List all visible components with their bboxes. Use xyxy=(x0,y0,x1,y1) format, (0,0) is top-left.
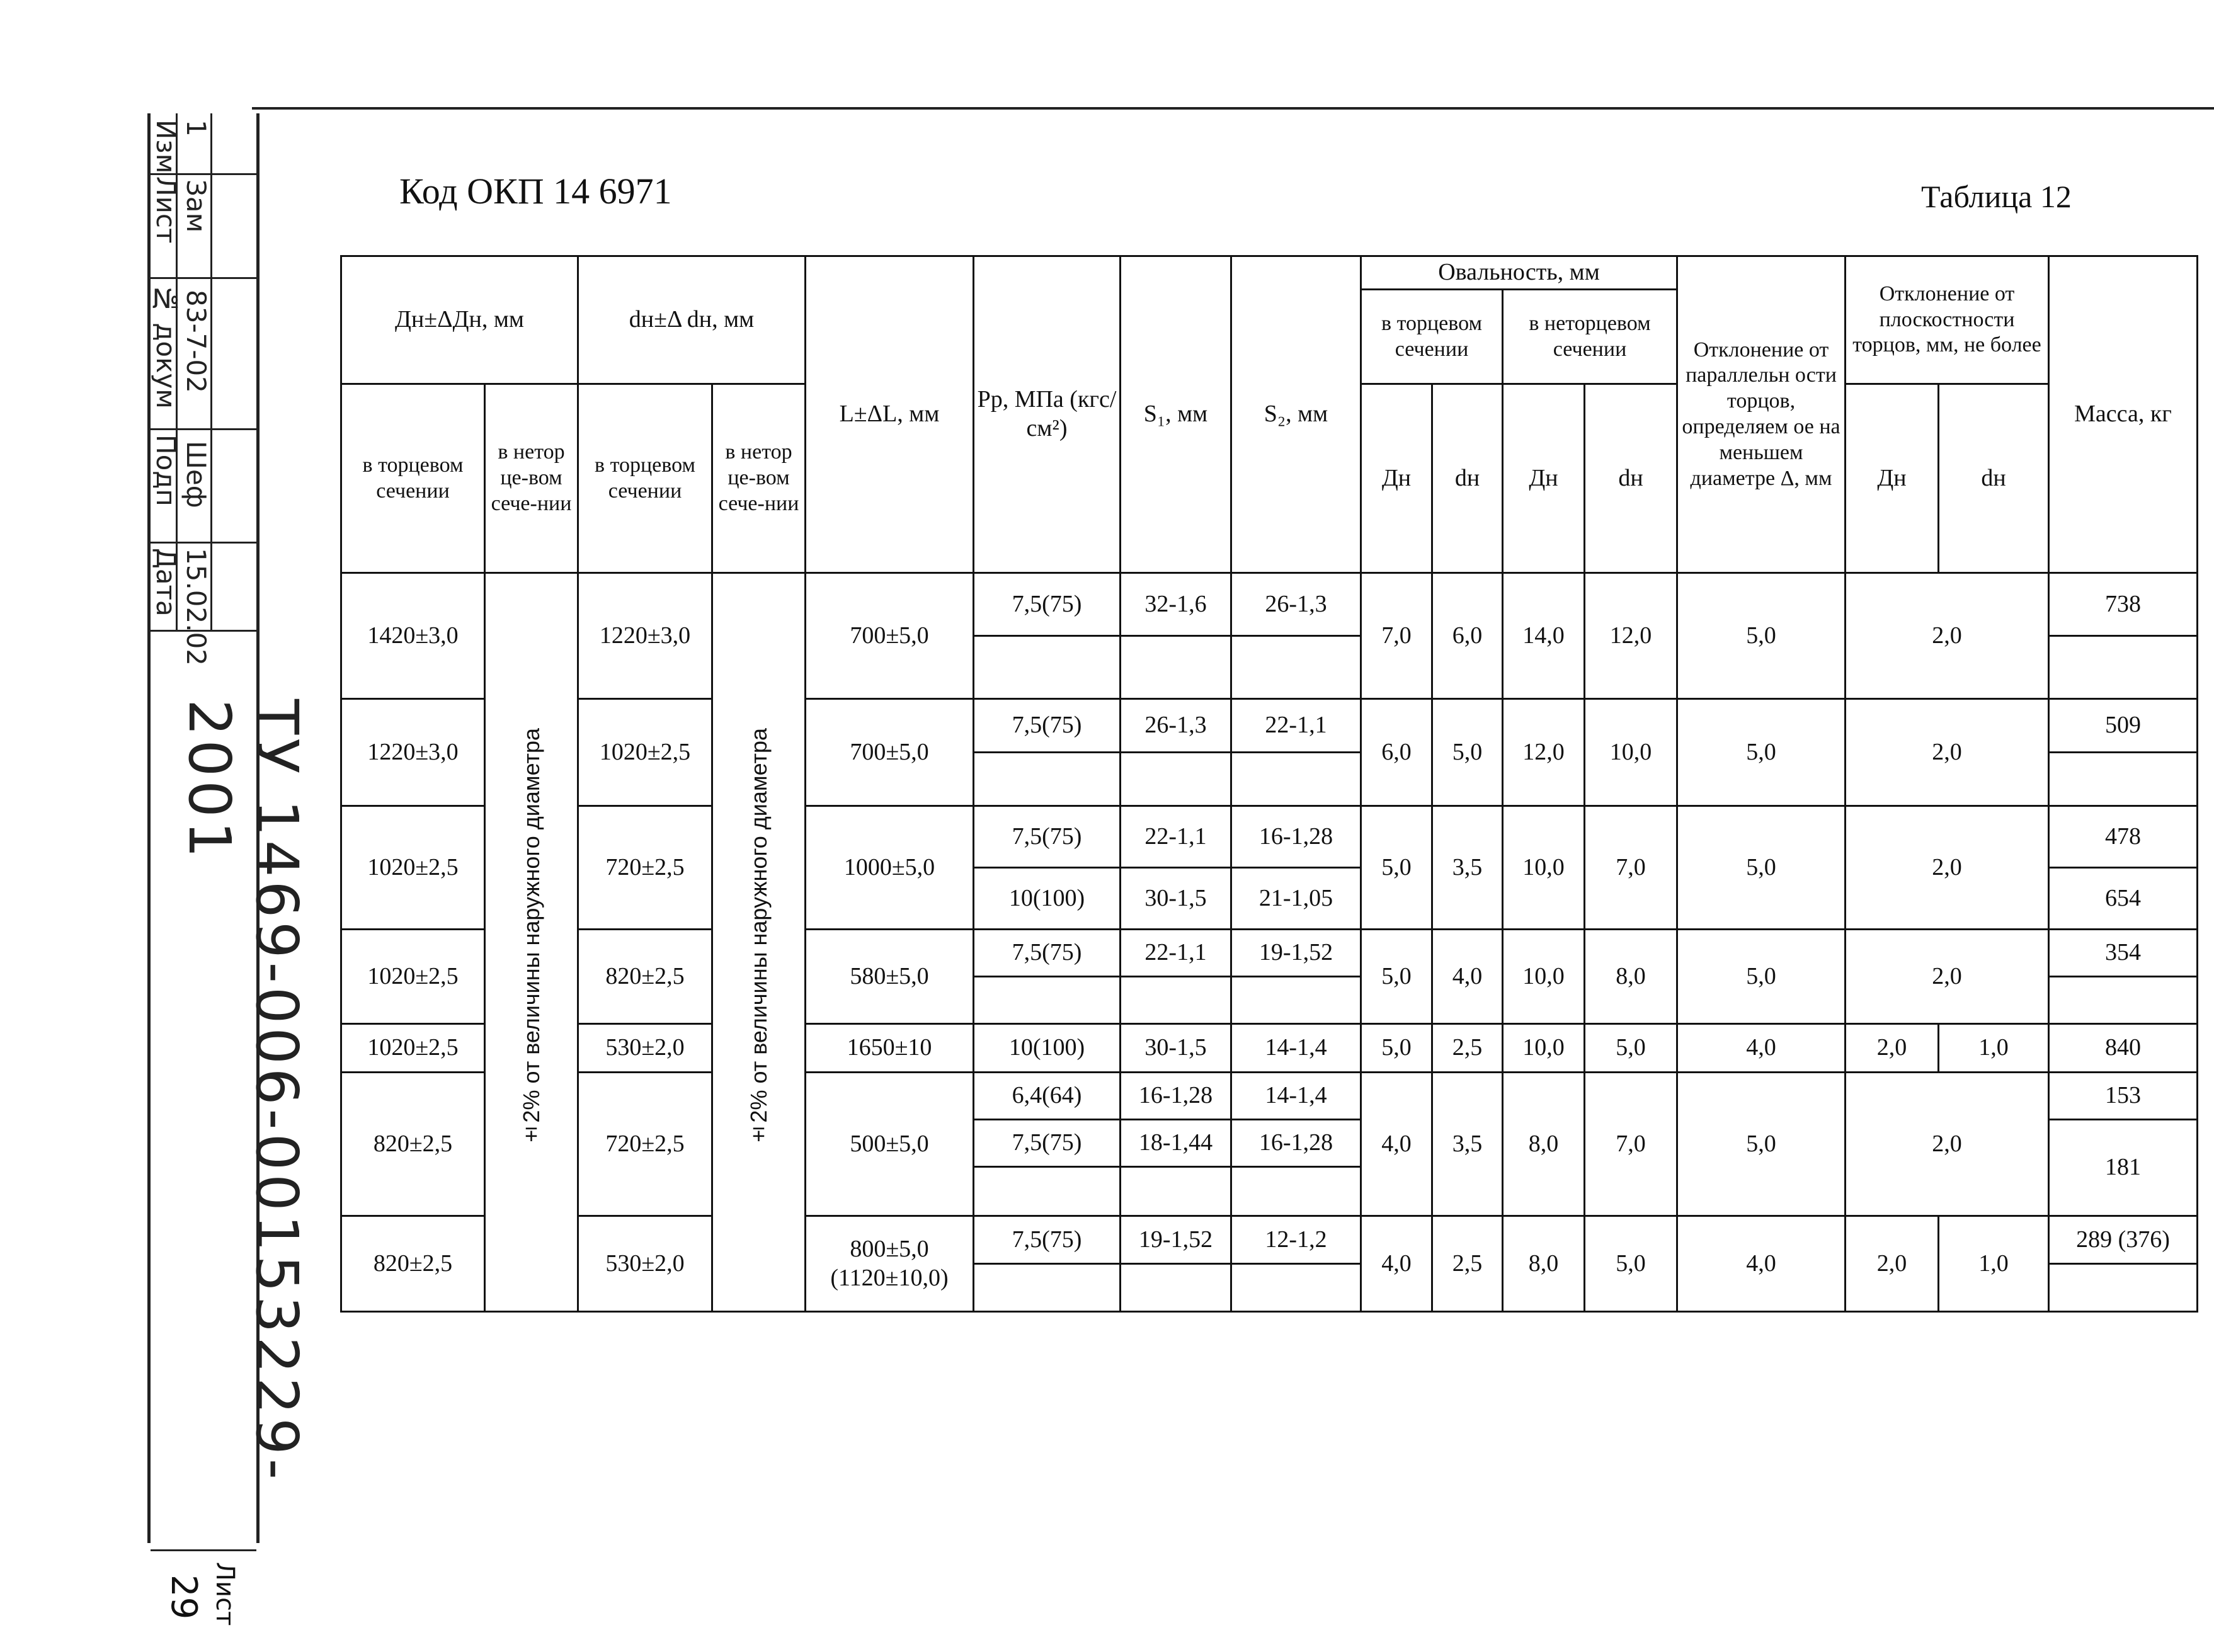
binding-margin xyxy=(147,113,311,1626)
header-flatness: Отклонение от плоскостности торцов, мм, не более xyxy=(1846,256,2049,384)
cell-ovTD: 5,0 xyxy=(1361,1024,1432,1073)
cell-s1: 18-1,44 xyxy=(1121,1120,1231,1167)
cell-par: 5,0 xyxy=(1677,930,1846,1024)
cell-s2: 21-1,05 xyxy=(1231,868,1361,930)
cell-mass: 289 (376) xyxy=(2049,1216,2198,1264)
cell-flat: 2,0 xyxy=(1846,930,2049,1024)
cell-ovNd: 7,0 xyxy=(1585,1073,1677,1216)
sheet-label: Лист xyxy=(210,1562,239,1626)
stamp-doc-value: 83-7-02 xyxy=(181,290,212,393)
cell-flat: 2,0 xyxy=(1846,699,2049,806)
cell-s2: 14-1,4 xyxy=(1231,1073,1361,1120)
cell-dn: 1020±2,5 xyxy=(578,699,712,806)
cell-flat: 2,0 xyxy=(1846,1073,2049,1216)
header-dnsmall-netors: в нетор це-вом сече-нии xyxy=(712,384,806,573)
header-ov-netors-dn: dн xyxy=(1585,384,1677,573)
cell-mass: 654 xyxy=(2049,868,2198,930)
stamp-sign-value: Шеф xyxy=(181,441,212,508)
header-length: L±ΔL, мм xyxy=(806,256,974,573)
cell-p xyxy=(974,1167,1121,1216)
cell-ovTd: 2,5 xyxy=(1432,1024,1503,1073)
cell-par: 4,0 xyxy=(1677,1024,1846,1073)
cell-L: 1000±5,0 xyxy=(806,806,974,930)
cell-s2 xyxy=(1231,636,1361,699)
cell-ovTD: 4,0 xyxy=(1361,1073,1432,1216)
cell-ovND: 14,0 xyxy=(1503,573,1585,699)
stamp-date-value: 15.02.02 xyxy=(181,548,212,666)
page-top-border xyxy=(252,107,2214,110)
cell-s1 xyxy=(1121,636,1231,699)
cell-p: 7,5(75) xyxy=(974,930,1121,977)
cell-Dn: 820±2,5 xyxy=(341,1216,485,1312)
header-ov-torts: в торцевом сечении xyxy=(1361,290,1503,384)
cell-ovNd: 5,0 xyxy=(1585,1024,1677,1073)
cell-s1 xyxy=(1121,1167,1231,1216)
cell-ovND: 12,0 xyxy=(1503,699,1585,806)
cell-p: 7,5(75) xyxy=(974,806,1121,868)
cell-ovTd: 3,5 xyxy=(1432,806,1503,930)
cell-s2: 22-1,1 xyxy=(1231,699,1361,753)
cell-s1: 19-1,52 xyxy=(1121,1216,1231,1264)
cell-p: 10(100) xyxy=(974,868,1121,930)
cell-dn: 820±2,5 xyxy=(578,930,712,1024)
cell-mass: 738 xyxy=(2049,573,2198,636)
cell-Dn: 1020±2,5 xyxy=(341,806,485,930)
cell-ovTd: 6,0 xyxy=(1432,573,1503,699)
cell-L: 580±5,0 xyxy=(806,930,974,1024)
table-number: Таблица 12 xyxy=(1921,179,2072,214)
cell-s1: 16-1,28 xyxy=(1121,1073,1231,1120)
document-code: ТУ 1469-006-00153229-2001 xyxy=(176,699,311,1484)
cell-dn: 530±2,0 xyxy=(578,1024,712,1073)
cell-p xyxy=(974,1264,1121,1312)
cell-dn: 530±2,0 xyxy=(578,1216,712,1312)
cell-ovND: 10,0 xyxy=(1503,1024,1585,1073)
cell-flat-dn: 1,0 xyxy=(1939,1024,2049,1073)
netors-note-text: ±2% от величины наружного диаметра xyxy=(745,728,772,1149)
cell-ovND: 8,0 xyxy=(1503,1073,1585,1216)
pipe-spec-table xyxy=(340,255,2198,1313)
header-flat-Dn: Дн xyxy=(1846,384,1939,573)
cell-s1 xyxy=(1121,1264,1231,1312)
cell-par: 5,0 xyxy=(1677,573,1846,699)
cell-s2: 12-1,2 xyxy=(1231,1216,1361,1264)
cell-Dn: 1020±2,5 xyxy=(341,930,485,1024)
cell-L-alt: (1120±10,0) xyxy=(830,1264,949,1291)
header-dn: Дн±ΔДн, мм xyxy=(341,256,578,384)
stamp-izm-label: Изм xyxy=(151,120,181,174)
stamp-list-value: Зам xyxy=(181,179,212,233)
cell-ovTD: 5,0 xyxy=(1361,806,1432,930)
cell-L xyxy=(806,1216,974,1312)
cell-par: 4,0 xyxy=(1677,1216,1846,1312)
header-ovality: Овальность, мм xyxy=(1361,256,1677,290)
stamp-date-label: Дата xyxy=(151,548,181,617)
cell-mass: 354 xyxy=(2049,930,2198,977)
cell-mass: 840 xyxy=(2049,1024,2198,1073)
cell-s2: 14-1,4 xyxy=(1231,1024,1361,1073)
cell-p: 7,5(75) xyxy=(974,1216,1121,1264)
cell-L-main: 800±5,0 xyxy=(850,1235,929,1262)
cell-Dn: 1020±2,5 xyxy=(341,1024,485,1073)
okp-code: Код ОКП 14 6971 xyxy=(399,171,672,212)
cell-ovTD: 6,0 xyxy=(1361,699,1432,806)
header-s1: S₁, мм xyxy=(1121,256,1231,573)
cell-ovND: 10,0 xyxy=(1503,806,1585,930)
cell-dn: 1220±3,0 xyxy=(578,573,712,699)
cell-s2: 16-1,28 xyxy=(1231,1120,1361,1167)
cell-Dn: 1220±3,0 xyxy=(341,699,485,806)
cell-p: 10(100) xyxy=(974,1024,1121,1073)
cell-ovTd: 5,0 xyxy=(1432,699,1503,806)
header-flat-dn: dн xyxy=(1939,384,2049,573)
cell-ovNd: 7,0 xyxy=(1585,806,1677,930)
netors-note-text: ±2% от величины наружного диаметра xyxy=(518,728,544,1149)
cell-flat: 2,0 xyxy=(1846,573,2049,699)
cell-ovTd: 3,5 xyxy=(1432,1073,1503,1216)
header-ov-torts-Dn: Дн xyxy=(1361,384,1432,573)
cell-p xyxy=(974,636,1121,699)
cell-ovNd: 5,0 xyxy=(1585,1216,1677,1312)
stamp-divider xyxy=(151,277,256,279)
cell-p: 6,4(64) xyxy=(974,1073,1121,1120)
cell-ovTD: 4,0 xyxy=(1361,1216,1432,1312)
header-mass: Масса, кг xyxy=(2049,256,2198,573)
header-s2: S₂, мм xyxy=(1231,256,1361,573)
cell-mass: 509 xyxy=(2049,699,2198,753)
cell-s2: 26-1,3 xyxy=(1231,573,1361,636)
cell-s2 xyxy=(1231,1264,1361,1312)
revision-stamp xyxy=(151,113,256,666)
stamp-divider xyxy=(151,542,256,544)
cell-dn: 720±2,5 xyxy=(578,806,712,930)
cell-s1 xyxy=(1121,977,1231,1024)
stamp-sign-label: Подп xyxy=(151,435,181,506)
cell-par: 5,0 xyxy=(1677,1073,1846,1216)
cell-ovTD: 7,0 xyxy=(1361,573,1432,699)
cell-ovTd: 4,0 xyxy=(1432,930,1503,1024)
cell-s1 xyxy=(1121,753,1231,806)
cell-p: 7,5(75) xyxy=(974,1120,1121,1167)
cell-ovTD: 5,0 xyxy=(1361,930,1432,1024)
cell-s2 xyxy=(1231,977,1361,1024)
cell-Dn: 820±2,5 xyxy=(341,1073,485,1216)
cell-dn: 720±2,5 xyxy=(578,1073,712,1216)
cell-ovND: 10,0 xyxy=(1503,930,1585,1024)
cell-mass: 153 xyxy=(2049,1073,2198,1120)
cell-mass xyxy=(2049,1264,2198,1312)
cell-ovND: 8,0 xyxy=(1503,1216,1585,1312)
cell-s1: 30-1,5 xyxy=(1121,1024,1231,1073)
cell-mass: 478 xyxy=(2049,806,2198,868)
cell-mass: 181 xyxy=(2049,1120,2198,1216)
cell-ovNd: 10,0 xyxy=(1585,699,1677,806)
cell-s1: 22-1,1 xyxy=(1121,806,1231,868)
header-dnsmall-torts: в торцевом сечении xyxy=(578,384,712,573)
cell-s2 xyxy=(1231,753,1361,806)
cell-p: 7,5(75) xyxy=(974,573,1121,636)
header-dn-torts: в торцевом сечении xyxy=(341,384,485,573)
cell-L: 500±5,0 xyxy=(806,1073,974,1216)
stamp-doc-label: № докум xyxy=(151,283,181,409)
header-dn-small: dн±Δ dн, мм xyxy=(578,256,806,384)
cell-ovNd: 12,0 xyxy=(1585,573,1677,699)
cell-s1: 22-1,1 xyxy=(1121,930,1231,977)
cell-p xyxy=(974,977,1121,1024)
header-pressure: Рр, МПа (кгс/см²) xyxy=(974,256,1121,573)
header-ov-netors-Dn: Дн xyxy=(1503,384,1585,573)
cell-mass xyxy=(2049,977,2198,1024)
stamp-izm-value: 1 xyxy=(181,120,212,137)
header-ov-netors: в неторцевом сечении xyxy=(1503,290,1677,384)
cell-flat-Dn: 2,0 xyxy=(1846,1024,1939,1073)
cell-s1: 32-1,6 xyxy=(1121,573,1231,636)
cell-flat-Dn: 2,0 xyxy=(1846,1216,1939,1312)
cell-p xyxy=(974,753,1121,806)
cell-s1: 26-1,3 xyxy=(1121,699,1231,753)
header-dn-netors: в нетор це-вом сече-нии xyxy=(485,384,578,573)
netors-note-dn xyxy=(485,573,578,1312)
cell-Dn: 1420±3,0 xyxy=(341,573,485,699)
cell-s2 xyxy=(1231,1167,1361,1216)
cell-L: 1650±10 xyxy=(806,1024,974,1073)
cell-par: 5,0 xyxy=(1677,806,1846,930)
cell-flat-dn: 1,0 xyxy=(1939,1216,2049,1312)
header-ov-torts-dn: dн xyxy=(1432,384,1503,573)
cell-flat: 2,0 xyxy=(1846,806,2049,930)
cell-mass xyxy=(2049,753,2198,806)
cell-L: 700±5,0 xyxy=(806,699,974,806)
stamp-divider xyxy=(151,428,256,430)
cell-s2: 16-1,28 xyxy=(1231,806,1361,868)
sheet-number: 29 xyxy=(163,1575,204,1620)
cell-ovNd: 8,0 xyxy=(1585,930,1677,1024)
stamp-list-label: Лист xyxy=(151,176,181,244)
netors-note-dnsmall xyxy=(712,573,806,1312)
cell-p: 7,5(75) xyxy=(974,699,1121,753)
header-parallel: Отклонение от параллельн ости торцов, определяем ое на меньшем диаметре Δ, мм xyxy=(1677,256,1846,573)
cell-ovTd: 2,5 xyxy=(1432,1216,1503,1312)
stamp-divider xyxy=(151,173,256,175)
cell-mass xyxy=(2049,636,2198,699)
cell-s2: 19-1,52 xyxy=(1231,930,1361,977)
cell-L: 700±5,0 xyxy=(806,573,974,699)
cell-s1: 30-1,5 xyxy=(1121,868,1231,930)
cell-par: 5,0 xyxy=(1677,699,1846,806)
